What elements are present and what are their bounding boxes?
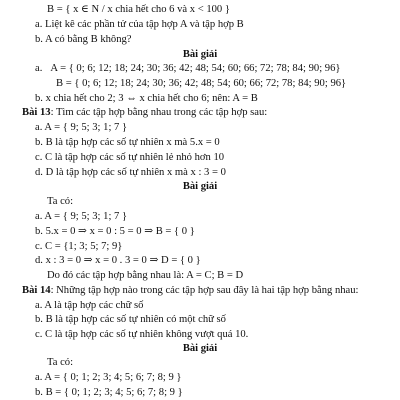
- exercise-13-item-b: b. B là tập hợp các số tự nhiên x mà 5.x = 0: [35, 136, 220, 148]
- solution-heading-3: Bài giải: [182, 342, 218, 354]
- exercise-13-item-a: a. A = { 9; 5; 3; 1; 7 }: [35, 121, 128, 133]
- solution-heading-2: Bài giải: [182, 180, 218, 192]
- solution-2-item-d: d. x : 3 = 0 ⇒ x = 0 . 3 = 0 ⇒ D = { 0 }: [35, 254, 201, 266]
- exercise-13-text: : Tìm các tập hợp bằng nhau trong các tập hợp sau:: [50, 106, 268, 118]
- solution-3-item-a: a. A = { 0; 1; 2; 3; 4; 5; 6; 7; 8; 9 }: [35, 372, 182, 383]
- exercise-13-item-c: c. C là tập hợp các số tự nhiên lẻ nhỏ hơn 10: [35, 151, 225, 163]
- solution-heading-1: Bài giải: [182, 48, 218, 60]
- exercise-14-item-b: b. B là tập hợp các số tự nhiên có một chữ số: [35, 313, 226, 325]
- solution-3-intro: Ta có:: [47, 357, 74, 368]
- exercise-13-heading: [22, 106, 267, 119]
- problem-item-b: b. A có bằng B không?: [35, 33, 132, 45]
- solution-2-item-b: b. 5.x = 0 ⇒ x = 0 : 5 = 0 ⇒ B = { 0 }: [35, 225, 195, 237]
- solution-1-item-b: b. x chia hết cho 2; 3 ⇔ x chia hết cho 6; nên: A = B: [35, 92, 258, 104]
- solution-1-set-a: [35, 62, 340, 75]
- problem-item-a: a. Liệt kê các phần tử của tập hợp A và tập hợp B: [35, 18, 244, 30]
- solution-1-label-a: a.: [35, 62, 43, 74]
- exercise-14-item-c: c. C là tập hợp các số tự nhiên không vượt quá 10.: [35, 328, 249, 340]
- solution-1-set-b: B = { 0; 6; 12; 18; 24; 30; 36; 42; 48; 54; 60; 66; 72; 78; 84; 90; 96}: [56, 77, 347, 89]
- problem-set-b-definition: B = { x ∈ N / x chia hết cho 6 và x < 100 }: [47, 3, 230, 15]
- solution-1-set-a-text: A = { 0; 6; 12; 18; 24; 30; 36; 42; 48; 54; 60; 66; 72; 78; 84; 90; 96}: [50, 62, 341, 74]
- exercise-14-item-a: a. A là tập hợp các chữ số: [35, 299, 144, 311]
- exercise-14-title: Bài 14: [22, 284, 51, 296]
- solution-2-intro: Ta có:: [47, 195, 74, 207]
- exercise-13-title: Bài 13: [22, 106, 51, 118]
- solution-2-item-a: a. A = { 9; 5; 3; 1; 7 }: [35, 210, 128, 222]
- exercise-14-text: : Những tập hợp nào trong các tập hợp sau đây là hai tập hợp bằng nhau:: [50, 284, 359, 296]
- solution-3-item-b: b. B = { 0; 1; 2; 3; 4; 5; 6; 7; 8; 9 }: [35, 387, 183, 398]
- exercise-13-item-d: d. D là tập hợp các số tự nhiên x mà x : 3 = 0: [35, 166, 226, 178]
- solution-2-item-c: c. C = {1; 3; 5; 7; 9}: [35, 240, 123, 252]
- exercise-14-heading: [22, 284, 358, 297]
- solution-2-conclusion: Do đó các tập hợp bằng nhau là: A = C; B = D: [47, 269, 244, 281]
